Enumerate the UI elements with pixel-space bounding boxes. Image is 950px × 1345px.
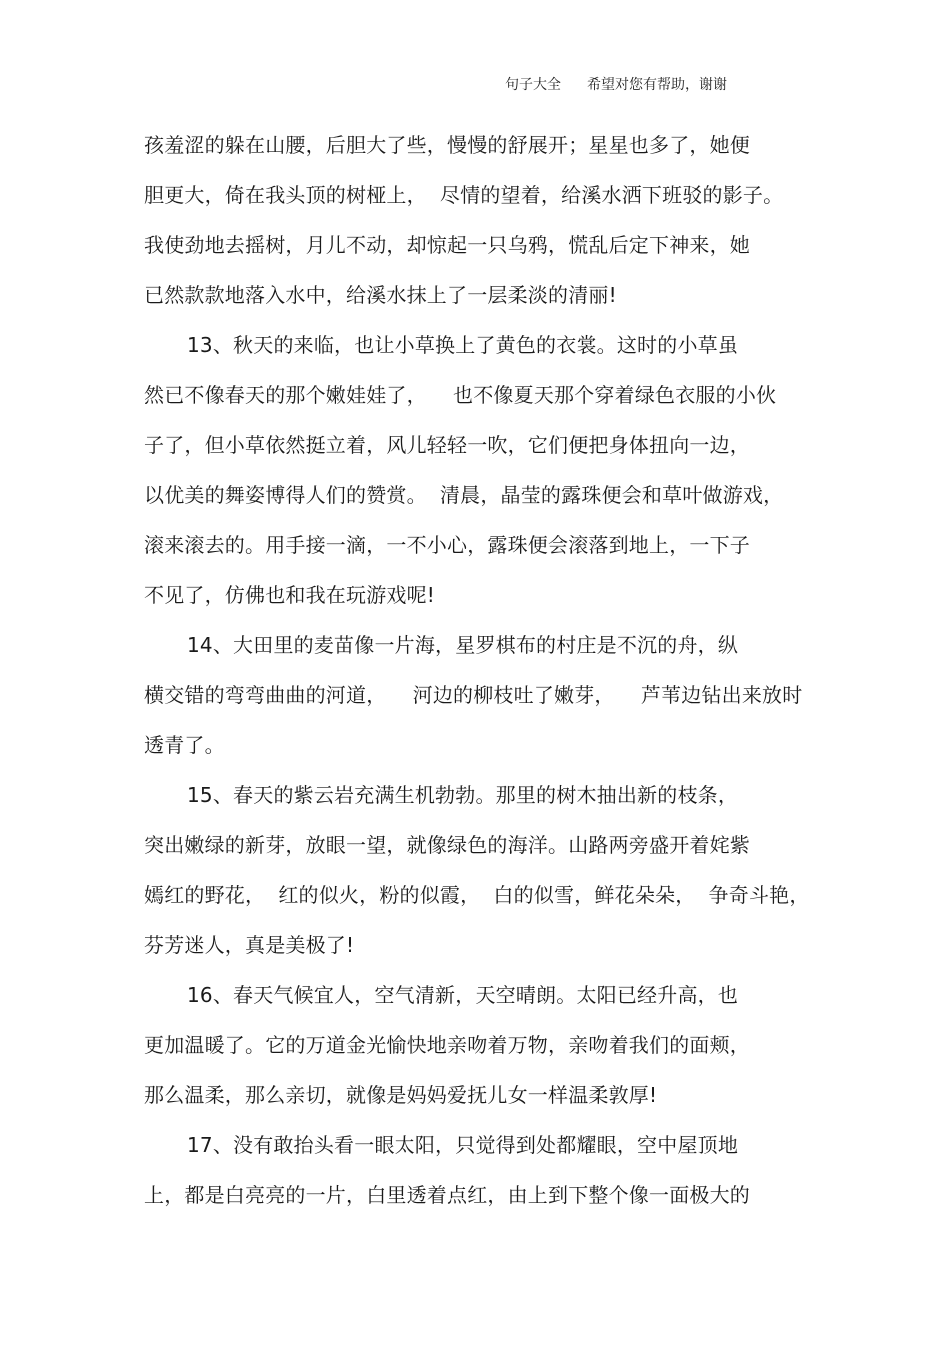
text-line: 以优美的舞姿博得人们的赞赏。 清晨，晶莹的露珠便会和草叶做游戏， [144,483,784,507]
text-line: 然已不像春天的那个嫩娃娃了， 也不像夏天那个穿着绿色衣服的小伙 [144,383,777,407]
text-line: 突出嫩绿的新芽，放眼一望，就像绿色的海洋。山路两旁盛开着姹紫 [144,833,750,857]
text-line: 更加温暖了。它的万道金光愉快地亲吻着万物，亲吻着我们的面颊， [144,1033,750,1057]
text-line: 上，都是白亮亮的一片，白里透着点红，由上到下整个像一面极大的 [144,1183,750,1207]
text-line: 嫣红的野花， 红的似火，粉的似霞， 白的似雪，鲜花朵朵， 争奇斗艳， [144,883,810,907]
text-line: 不见了，仿佛也和我在玩游戏呢! [144,583,436,607]
paragraph-16-first-line: 16、春天气候宜人，空气清新，天空晴朗。太阳已经升高，也 [187,983,739,1007]
paragraph-13-first-line: 13、秋天的来临，也让小草换上了黄色的衣裳。这时的小草虽 [187,333,739,357]
header-left-text: 句子大全 [505,77,561,93]
text-line: 子了，但小草依然挺立着，风儿轻轻一吹，它们便把身体扭向一边， [144,433,750,457]
text-line: 那么温柔，那么亲切，就像是妈妈爱抚儿女一样温柔敦厚! [144,1083,658,1107]
paragraph-15-first-line: 15、春天的紫云岩充满生机勃勃。那里的树木抽出新的枝条， [187,783,739,807]
text-line: 我使劲地去摇树，月儿不动，却惊起一只乌鸦，慌乱后定下神来，她 [144,233,750,257]
text-line: 芬芳迷人，真是美极了! [144,933,355,957]
text-line: 滚来滚去的。用手接一滴，一不小心，露珠便会滚落到地上，一下子 [144,533,750,557]
page-header [505,74,727,94]
text-line: 横交错的弯弯曲曲的河道， 河边的柳枝吐了嫩芽， 芦苇边钻出来放时 [144,683,803,707]
paragraph-14-first-line: 14、大田里的麦苗像一片海，星罗棋布的村庄是不沉的舟，纵 [187,633,739,657]
text-line: 孩羞涩的躲在山腰，后胆大了些，慢慢的舒展开；星星也多了，她便 [144,133,750,157]
text-line: 胆更大，倚在我头顶的树桠上， 尽情的望着，给溪水洒下班驳的影子。 [144,183,784,207]
header-right-text: 希望对您有帮助，谢谢 [587,77,727,93]
text-line: 已然款款地落入水中，给溪水抹上了一层柔淡的清丽! [144,283,617,307]
text-line: 透青了。 [144,733,225,757]
paragraph-17-first-line: 17、没有敢抬头看一眼太阳，只觉得到处都耀眼，空中屋顶地 [187,1133,739,1157]
